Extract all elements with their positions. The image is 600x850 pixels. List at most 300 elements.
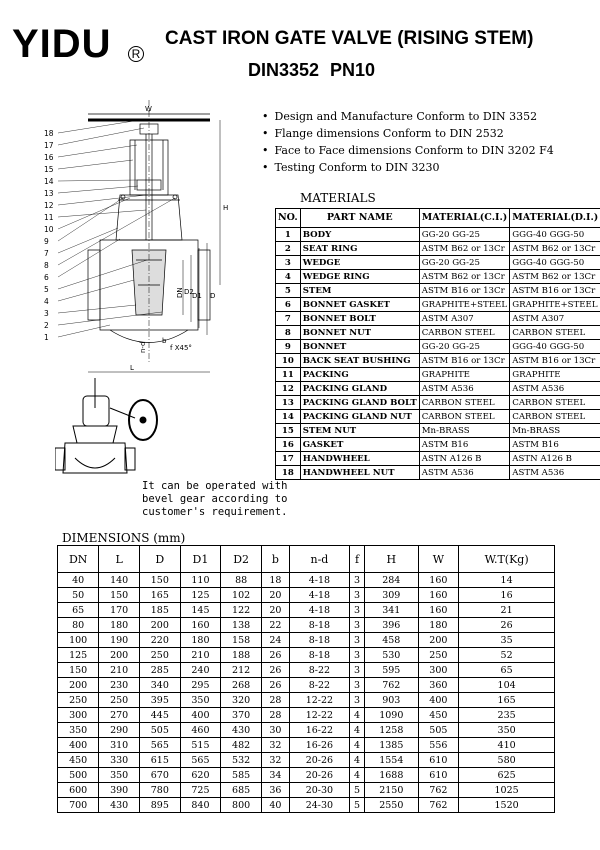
table-cell: 515 bbox=[180, 738, 221, 753]
table-row bbox=[276, 438, 600, 452]
table-cell: 350 bbox=[58, 723, 99, 738]
column-header: H bbox=[365, 546, 419, 573]
table-cell: 610 bbox=[418, 768, 459, 783]
table-cell: HANDWHEEL bbox=[300, 452, 419, 466]
table-row bbox=[276, 410, 600, 424]
table-cell: STEM NUT bbox=[300, 424, 419, 438]
table-row bbox=[58, 723, 555, 738]
table-cell: 20-30 bbox=[289, 783, 349, 798]
table-row bbox=[58, 678, 555, 693]
column-header: b bbox=[261, 546, 289, 573]
table-cell: 4-18 bbox=[289, 603, 349, 618]
table-cell: SEAT RING bbox=[300, 242, 419, 256]
table-cell: 9 bbox=[276, 340, 301, 354]
table-cell: ASTN A126 B bbox=[419, 452, 510, 466]
dim-b-label: b bbox=[162, 337, 167, 345]
table-cell: 145 bbox=[180, 603, 221, 618]
standard-item: • Face to Face dimensions Conform to DIN 3202 F4 bbox=[262, 142, 554, 159]
standard-item: • Flange dimensions Conform to DIN 2532 bbox=[262, 125, 554, 142]
table-cell: 284 bbox=[365, 573, 419, 588]
table-cell: 250 bbox=[58, 693, 99, 708]
table-cell: 3 bbox=[350, 633, 365, 648]
part-number-label: 11 bbox=[44, 213, 54, 222]
table-cell: 4-18 bbox=[289, 573, 349, 588]
table-cell: 200 bbox=[418, 633, 459, 648]
column-header: W bbox=[418, 546, 459, 573]
table-cell: 100 bbox=[58, 633, 99, 648]
table-cell: 185 bbox=[139, 603, 180, 618]
table-cell: 8-22 bbox=[289, 663, 349, 678]
part-number-label: 4 bbox=[44, 297, 49, 306]
table-cell: BACK SEAT BUSHING bbox=[300, 354, 419, 368]
standard-item: • Design and Manufacture Conform to DIN 3352 bbox=[262, 108, 554, 125]
table-cell: 200 bbox=[139, 618, 180, 633]
table-cell: 4 bbox=[350, 768, 365, 783]
table-cell: 250 bbox=[418, 648, 459, 663]
table-cell: 3 bbox=[350, 663, 365, 678]
table-row bbox=[58, 693, 555, 708]
materials-table bbox=[275, 208, 600, 480]
table-cell: 165 bbox=[139, 588, 180, 603]
table-cell: 40 bbox=[261, 798, 289, 813]
table-cell: 341 bbox=[365, 603, 419, 618]
table-cell: 615 bbox=[139, 753, 180, 768]
table-cell: 290 bbox=[99, 723, 140, 738]
note-line: customer's requirement. bbox=[142, 506, 288, 518]
table-cell: GGG-40 GGG-50 bbox=[510, 256, 600, 270]
part-number-label: 10 bbox=[44, 225, 54, 234]
table-cell: 240 bbox=[180, 663, 221, 678]
table-cell: 4 bbox=[350, 723, 365, 738]
dim-L-label: L bbox=[130, 364, 134, 372]
part-number-label: 2 bbox=[44, 321, 49, 330]
table-cell: 670 bbox=[139, 768, 180, 783]
table-row bbox=[276, 466, 600, 480]
table-cell: 390 bbox=[99, 783, 140, 798]
table-cell: GRAPHITE+STEEL bbox=[419, 298, 510, 312]
table-cell: 35 bbox=[459, 633, 555, 648]
table-cell: 450 bbox=[58, 753, 99, 768]
table-cell: 530 bbox=[365, 648, 419, 663]
column-header: f bbox=[350, 546, 365, 573]
table-cell: 556 bbox=[418, 738, 459, 753]
table-cell: 110 bbox=[180, 573, 221, 588]
table-cell: 158 bbox=[221, 633, 262, 648]
table-cell: 20 bbox=[261, 603, 289, 618]
table-cell: 36 bbox=[261, 783, 289, 798]
table-cell: 430 bbox=[99, 798, 140, 813]
table-cell: GRAPHITE+STEEL bbox=[510, 298, 600, 312]
table-cell: 122 bbox=[221, 603, 262, 618]
table-cell: 2 bbox=[276, 242, 301, 256]
table-cell: 4-18 bbox=[289, 588, 349, 603]
table-cell: 285 bbox=[139, 663, 180, 678]
part-number-label: 6 bbox=[44, 273, 49, 282]
standard-item: • Testing Conform to DIN 3230 bbox=[262, 159, 554, 176]
table-cell: ASTM B16 bbox=[419, 438, 510, 452]
table-cell: 28 bbox=[261, 708, 289, 723]
table-cell: 11 bbox=[276, 368, 301, 382]
table-cell: 188 bbox=[221, 648, 262, 663]
table-cell: 200 bbox=[99, 648, 140, 663]
column-header: W.T(Kg) bbox=[459, 546, 555, 573]
table-cell: 3 bbox=[350, 603, 365, 618]
part-number-label: 13 bbox=[44, 189, 54, 198]
part-number-label: 15 bbox=[44, 165, 54, 174]
table-cell: 212 bbox=[221, 663, 262, 678]
table-cell: ASTM B16 or 13Cr bbox=[510, 354, 600, 368]
table-cell: 1385 bbox=[365, 738, 419, 753]
dim-DN-label: DN bbox=[176, 287, 184, 298]
table-cell: ASTM A536 bbox=[419, 382, 510, 396]
table-cell: 3 bbox=[350, 618, 365, 633]
table-cell: 26 bbox=[261, 678, 289, 693]
table-cell: 220 bbox=[139, 633, 180, 648]
table-cell: ASTM B16 bbox=[510, 438, 600, 452]
table-row bbox=[276, 312, 600, 326]
table-cell: 482 bbox=[221, 738, 262, 753]
table-cell: 725 bbox=[180, 783, 221, 798]
table-cell: 903 bbox=[365, 693, 419, 708]
dimensions-body bbox=[58, 573, 555, 813]
table-cell: 3 bbox=[350, 588, 365, 603]
table-cell: 3 bbox=[350, 693, 365, 708]
part-number-label: 9 bbox=[44, 237, 49, 246]
part-number-label: 18 bbox=[44, 129, 54, 138]
dimensions-header-row bbox=[58, 546, 555, 573]
table-cell: 26 bbox=[459, 618, 555, 633]
table-cell: CARBON STEEL bbox=[419, 326, 510, 340]
table-cell: 10 bbox=[276, 354, 301, 368]
table-cell: ASTM A536 bbox=[419, 466, 510, 480]
table-cell: 210 bbox=[180, 648, 221, 663]
table-cell: 1554 bbox=[365, 753, 419, 768]
table-cell: 16 bbox=[276, 438, 301, 452]
brand-logo: YIDU bbox=[12, 22, 112, 66]
table-cell: GG-20 GG-25 bbox=[419, 228, 510, 242]
column-header: PART NAME bbox=[300, 209, 419, 228]
table-row bbox=[58, 768, 555, 783]
table-cell: 350 bbox=[180, 693, 221, 708]
column-header: D2 bbox=[221, 546, 262, 573]
table-row bbox=[276, 270, 600, 284]
table-cell: 532 bbox=[221, 753, 262, 768]
table-cell: 400 bbox=[418, 693, 459, 708]
table-cell: 445 bbox=[139, 708, 180, 723]
table-cell: 250 bbox=[139, 648, 180, 663]
part-number-label: 14 bbox=[44, 177, 54, 186]
table-cell: 150 bbox=[58, 663, 99, 678]
note-line: It can be operated with bbox=[142, 480, 288, 492]
table-cell: 595 bbox=[365, 663, 419, 678]
table-cell: 160 bbox=[418, 588, 459, 603]
table-cell: 310 bbox=[99, 738, 140, 753]
table-cell: 610 bbox=[418, 753, 459, 768]
table-cell: 8-18 bbox=[289, 648, 349, 663]
column-header: L bbox=[99, 546, 140, 573]
table-cell: 780 bbox=[139, 783, 180, 798]
table-cell: 125 bbox=[180, 588, 221, 603]
table-cell: 24 bbox=[261, 633, 289, 648]
table-cell: 18 bbox=[261, 573, 289, 588]
table-cell: 8-18 bbox=[289, 633, 349, 648]
table-cell: 5 bbox=[350, 783, 365, 798]
table-cell: 8-18 bbox=[289, 618, 349, 633]
table-cell: CARBON STEEL bbox=[419, 396, 510, 410]
table-cell: 150 bbox=[139, 573, 180, 588]
table-cell: 3 bbox=[350, 678, 365, 693]
table-cell: 580 bbox=[459, 753, 555, 768]
table-cell: 138 bbox=[221, 618, 262, 633]
table-cell: 370 bbox=[221, 708, 262, 723]
table-cell: 400 bbox=[58, 738, 99, 753]
table-cell: 1 bbox=[276, 228, 301, 242]
table-cell: 800 bbox=[221, 798, 262, 813]
table-cell: 3 bbox=[350, 573, 365, 588]
table-cell: 450 bbox=[418, 708, 459, 723]
table-cell: 300 bbox=[418, 663, 459, 678]
table-row bbox=[58, 708, 555, 723]
table-cell: 2150 bbox=[365, 783, 419, 798]
table-cell: ASTM A307 bbox=[510, 312, 600, 326]
table-cell: ASTM B16 or 13Cr bbox=[510, 284, 600, 298]
table-cell: ASTM A536 bbox=[510, 466, 600, 480]
note-line: bevel gear according to bbox=[142, 493, 288, 505]
table-cell: 458 bbox=[365, 633, 419, 648]
table-cell: 12-22 bbox=[289, 708, 349, 723]
table-cell: 65 bbox=[58, 603, 99, 618]
table-cell: 20-26 bbox=[289, 768, 349, 783]
table-cell: 21 bbox=[459, 603, 555, 618]
table-cell: 15 bbox=[276, 424, 301, 438]
table-cell: 34 bbox=[261, 768, 289, 783]
table-cell: 396 bbox=[365, 618, 419, 633]
table-cell: 14 bbox=[276, 410, 301, 424]
table-cell: 7 bbox=[276, 312, 301, 326]
part-number-label: 5 bbox=[44, 285, 49, 294]
column-header: D1 bbox=[180, 546, 221, 573]
table-cell: 340 bbox=[139, 678, 180, 693]
table-row bbox=[276, 256, 600, 270]
table-cell: 28 bbox=[261, 693, 289, 708]
table-cell: 26 bbox=[261, 648, 289, 663]
table-cell: 40 bbox=[58, 573, 99, 588]
table-cell: 102 bbox=[221, 588, 262, 603]
table-cell: ASTM A307 bbox=[419, 312, 510, 326]
column-header: NO. bbox=[276, 209, 301, 228]
table-row bbox=[276, 340, 600, 354]
table-cell: Mn-BRASS bbox=[510, 424, 600, 438]
table-cell: 50 bbox=[58, 588, 99, 603]
table-cell: 460 bbox=[180, 723, 221, 738]
table-cell: 3 bbox=[350, 648, 365, 663]
table-cell: 360 bbox=[418, 678, 459, 693]
table-cell: 585 bbox=[221, 768, 262, 783]
table-cell: 270 bbox=[99, 708, 140, 723]
table-cell: BONNET GASKET bbox=[300, 298, 419, 312]
table-cell: PACKING GLAND BOLT bbox=[300, 396, 419, 410]
table-cell: 160 bbox=[180, 618, 221, 633]
table-cell: GGG-40 GGG-50 bbox=[510, 340, 600, 354]
table-cell: 268 bbox=[221, 678, 262, 693]
part-number-label: 3 bbox=[44, 309, 49, 318]
table-cell: 4 bbox=[276, 270, 301, 284]
table-cell: 3 bbox=[276, 256, 301, 270]
table-cell: 505 bbox=[418, 723, 459, 738]
table-cell: 26 bbox=[261, 663, 289, 678]
table-cell: GG-20 GG-25 bbox=[419, 256, 510, 270]
valve-section-drawing bbox=[40, 100, 255, 380]
table-row bbox=[276, 452, 600, 466]
table-cell: PACKING GLAND NUT bbox=[300, 410, 419, 424]
table-cell: 300 bbox=[58, 708, 99, 723]
table-cell: 12-22 bbox=[289, 693, 349, 708]
table-cell: ASTM B16 or 13Cr bbox=[419, 284, 510, 298]
column-header: MATERIAL(C.I.) bbox=[419, 209, 510, 228]
table-cell: 13 bbox=[276, 396, 301, 410]
table-cell: 30 bbox=[261, 723, 289, 738]
standards-list bbox=[262, 108, 554, 176]
table-cell: 685 bbox=[221, 783, 262, 798]
table-row bbox=[276, 396, 600, 410]
materials-body bbox=[276, 228, 600, 480]
part-number-label: 8 bbox=[44, 261, 49, 270]
table-cell: 2550 bbox=[365, 798, 419, 813]
table-cell: PACKING bbox=[300, 368, 419, 382]
table-cell: 1090 bbox=[365, 708, 419, 723]
table-cell: 16-22 bbox=[289, 723, 349, 738]
table-cell: 180 bbox=[418, 618, 459, 633]
table-cell: 4 bbox=[350, 753, 365, 768]
dim-H-label: H bbox=[223, 204, 229, 212]
table-cell: 32 bbox=[261, 738, 289, 753]
table-cell: 20-26 bbox=[289, 753, 349, 768]
table-cell: 1258 bbox=[365, 723, 419, 738]
table-cell: 18 bbox=[276, 466, 301, 480]
table-cell: 125 bbox=[58, 648, 99, 663]
table-cell: 309 bbox=[365, 588, 419, 603]
registered-mark: R bbox=[128, 46, 144, 62]
table-cell: 65 bbox=[459, 663, 555, 678]
table-cell: 5 bbox=[276, 284, 301, 298]
table-cell: Mn-BRASS bbox=[419, 424, 510, 438]
table-cell: 320 bbox=[221, 693, 262, 708]
table-cell: 895 bbox=[139, 798, 180, 813]
table-row bbox=[276, 354, 600, 368]
part-number-label: 17 bbox=[44, 141, 54, 150]
table-cell: 410 bbox=[459, 738, 555, 753]
part-number-label: 1 bbox=[44, 333, 49, 342]
table-cell: 762 bbox=[365, 678, 419, 693]
table-row bbox=[58, 603, 555, 618]
table-cell: GASKET bbox=[300, 438, 419, 452]
table-cell: 1520 bbox=[459, 798, 555, 813]
table-cell: 250 bbox=[99, 693, 140, 708]
table-cell: BODY bbox=[300, 228, 419, 242]
table-cell: 6 bbox=[276, 298, 301, 312]
table-cell: BONNET BOLT bbox=[300, 312, 419, 326]
table-cell: 350 bbox=[459, 723, 555, 738]
part-number-label: 16 bbox=[44, 153, 54, 162]
table-cell: ASTM B62 or 13Cr bbox=[510, 270, 600, 284]
table-cell: 8-22 bbox=[289, 678, 349, 693]
table-cell: 24-30 bbox=[289, 798, 349, 813]
table-cell: 16-26 bbox=[289, 738, 349, 753]
column-header: MATERIAL(D.I.) bbox=[510, 209, 600, 228]
table-cell: 5 bbox=[350, 798, 365, 813]
table-cell: 200 bbox=[58, 678, 99, 693]
table-cell: 52 bbox=[459, 648, 555, 663]
table-cell: 505 bbox=[139, 723, 180, 738]
table-cell: 180 bbox=[180, 633, 221, 648]
table-cell: 1688 bbox=[365, 768, 419, 783]
table-cell: ASTM B62 or 13Cr bbox=[419, 270, 510, 284]
table-cell: 762 bbox=[418, 798, 459, 813]
table-row bbox=[276, 424, 600, 438]
table-cell: 565 bbox=[180, 753, 221, 768]
bevel-gear-note bbox=[142, 480, 287, 519]
table-row bbox=[58, 648, 555, 663]
table-cell: 190 bbox=[99, 633, 140, 648]
dim-D1-label: D1 bbox=[192, 292, 202, 300]
table-cell: WEDGE RING bbox=[300, 270, 419, 284]
table-cell: 22 bbox=[261, 618, 289, 633]
table-cell: CARBON STEEL bbox=[510, 326, 600, 340]
table-cell: 230 bbox=[99, 678, 140, 693]
table-cell: 565 bbox=[139, 738, 180, 753]
table-row bbox=[276, 326, 600, 340]
table-cell: 235 bbox=[459, 708, 555, 723]
table-row bbox=[276, 228, 600, 242]
table-cell: 20 bbox=[261, 588, 289, 603]
table-cell: 295 bbox=[180, 678, 221, 693]
table-cell: ASTM B16 or 13Cr bbox=[419, 354, 510, 368]
table-cell: 88 bbox=[221, 573, 262, 588]
table-row bbox=[276, 284, 600, 298]
table-cell: ASTM B62 or 13Cr bbox=[510, 242, 600, 256]
table-cell: 14 bbox=[459, 573, 555, 588]
table-row bbox=[58, 663, 555, 678]
document-subtitle: DIN3352 PN10 bbox=[248, 60, 376, 80]
table-row bbox=[58, 783, 555, 798]
table-cell: GG-20 GG-25 bbox=[419, 340, 510, 354]
table-row bbox=[276, 382, 600, 396]
table-cell: 430 bbox=[221, 723, 262, 738]
table-cell: 620 bbox=[180, 768, 221, 783]
table-row bbox=[58, 633, 555, 648]
table-cell: 700 bbox=[58, 798, 99, 813]
table-cell: BONNET NUT bbox=[300, 326, 419, 340]
document-title: CAST IRON GATE VALVE (RISING STEM) bbox=[165, 28, 534, 49]
dim-nd-label: n-d bbox=[139, 341, 147, 353]
table-cell: 150 bbox=[99, 588, 140, 603]
table-cell: 840 bbox=[180, 798, 221, 813]
table-cell: 4 bbox=[350, 708, 365, 723]
table-cell: 400 bbox=[180, 708, 221, 723]
part-number-label: 12 bbox=[44, 201, 54, 210]
table-cell: 180 bbox=[99, 618, 140, 633]
table-cell: HANDWHEEL NUT bbox=[300, 466, 419, 480]
table-cell: ASTM A536 bbox=[510, 382, 600, 396]
table-cell: 1025 bbox=[459, 783, 555, 798]
table-row bbox=[58, 753, 555, 768]
table-cell: 160 bbox=[418, 603, 459, 618]
table-cell: 12 bbox=[276, 382, 301, 396]
table-cell: STEM bbox=[300, 284, 419, 298]
table-row bbox=[276, 368, 600, 382]
table-cell: 80 bbox=[58, 618, 99, 633]
table-cell: 625 bbox=[459, 768, 555, 783]
